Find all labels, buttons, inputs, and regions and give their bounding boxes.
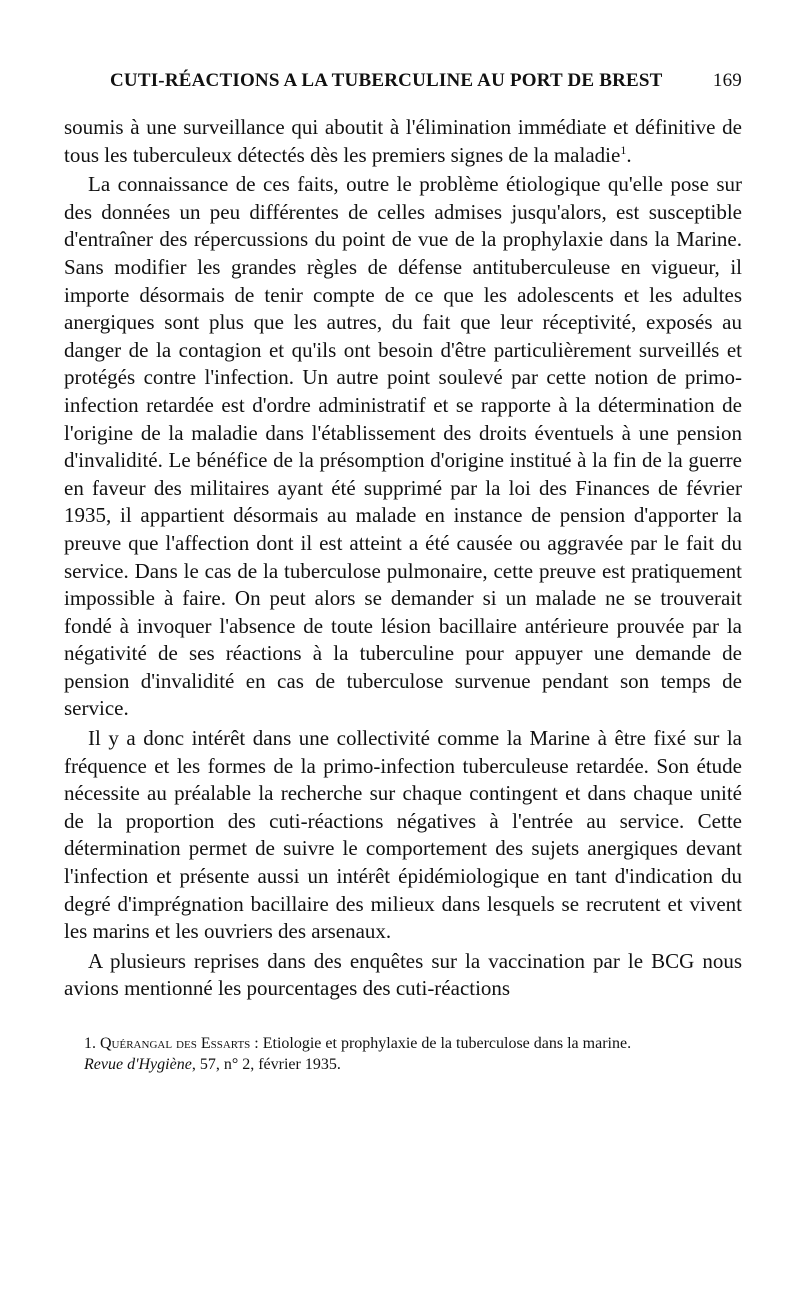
running-header: [110, 70, 742, 92]
paragraph-2: La connaissance de ces faits, outre le problème étiologique qu'elle pose sur des données un peu différentes de celles admises jusqu'alors, est susceptible d'entraîner des répercussions du point de vue de la prophylaxie dans la Marine. Sans modifier les grandes règles de défense antituberculeuse en vigueur, il importe désormais de tenir compte de ce que les adolescents et les adultes anergiques sont plus que les autres, du fait que leur réceptivité, exposés au danger de la contagion et qu'ils ont besoin d'être particulièrement surveillés et protégés contre l'infection. Un autre point soulevé par cette notion de primo-infection retardée est d'ordre administratif et se rapporte à la détermination de l'origine de la maladie dans l'établissement des droits éventuels à une pension d'invalidité. Le bénéfice de la présomption d'origine institué à la fin de la guerre en faveur des militaires ayant été supprimé par la loi des Finances de février 1935, il appartient désormais au malade en instance de pension d'apporter la preuve que l'affection dont il est atteint a été causée ou aggravée par le fait du service. Dans le cas de la tuberculose pulmonaire, cette preuve est pratiquement impossible à faire. On peut alors se demander si un malade ne se trouverait fondé à invoquer l'absence de toute lésion bacillaire antérieure prouvée par la négativité de ses réactions à la tuberculine pour appuyer une demande de pension d'invalidité en cas de tuberculose survenue pendant son temps de service.: [64, 172, 742, 721]
footnote-number: 1.: [84, 1035, 96, 1052]
page-number: 169: [712, 70, 742, 91]
paragraph-1-tail: .: [626, 142, 632, 167]
footnotes: [64, 1033, 742, 1075]
running-title: CUTI-RÉACTIONS A LA TUBERCULINE AU PORT DE BREST: [110, 70, 663, 91]
footnote-reference[interactable]: 1: [620, 142, 627, 157]
footnote-title: Etiologie et prophylaxie de la tuberculose dans la marine.: [262, 1035, 632, 1052]
footnote-separator: :: [250, 1035, 263, 1052]
footnote-authors: Quérangal des Essarts: [100, 1035, 251, 1052]
paragraph-1: [64, 114, 742, 169]
document-page: [64, 70, 742, 1075]
footnote-1: [84, 1033, 742, 1075]
footnote-details: , 57, n° 2, février 1935.: [191, 1056, 341, 1073]
paragraph-1-text: soumis à une surveillance qui aboutit à l'élimination immédiate et définitive de tous les tuberculeux détectés dès les premiers signes de la maladie: [64, 115, 742, 167]
paragraph-4: A plusieurs reprises dans des enquêtes sur la vaccination par le BCG nous avions mentionné les pourcentages des cuti-réactions: [64, 948, 742, 1001]
paragraph-3: Il y a donc intérêt dans une collectivité comme la Marine à être fixé sur la fréquence et les formes de la primo-infection tuberculeuse retardée. Son étude nécessite au préalable la recherche sur chaque contingent et dans chaque unité de la proportion des cuti-réactions négatives à l'entrée au service. Cette détermination permet de suivre le comportement des sujets anergiques devant l'infection et présente aussi un intérêt épidémiologique en tant d'indication du degré d'imprégnation bacillaire des milieux dans lesquels se recrutent et vivent les marins et les ouvriers des arsenaux.: [64, 726, 742, 944]
footnote-journal: Revue d'Hygiène: [84, 1056, 192, 1073]
